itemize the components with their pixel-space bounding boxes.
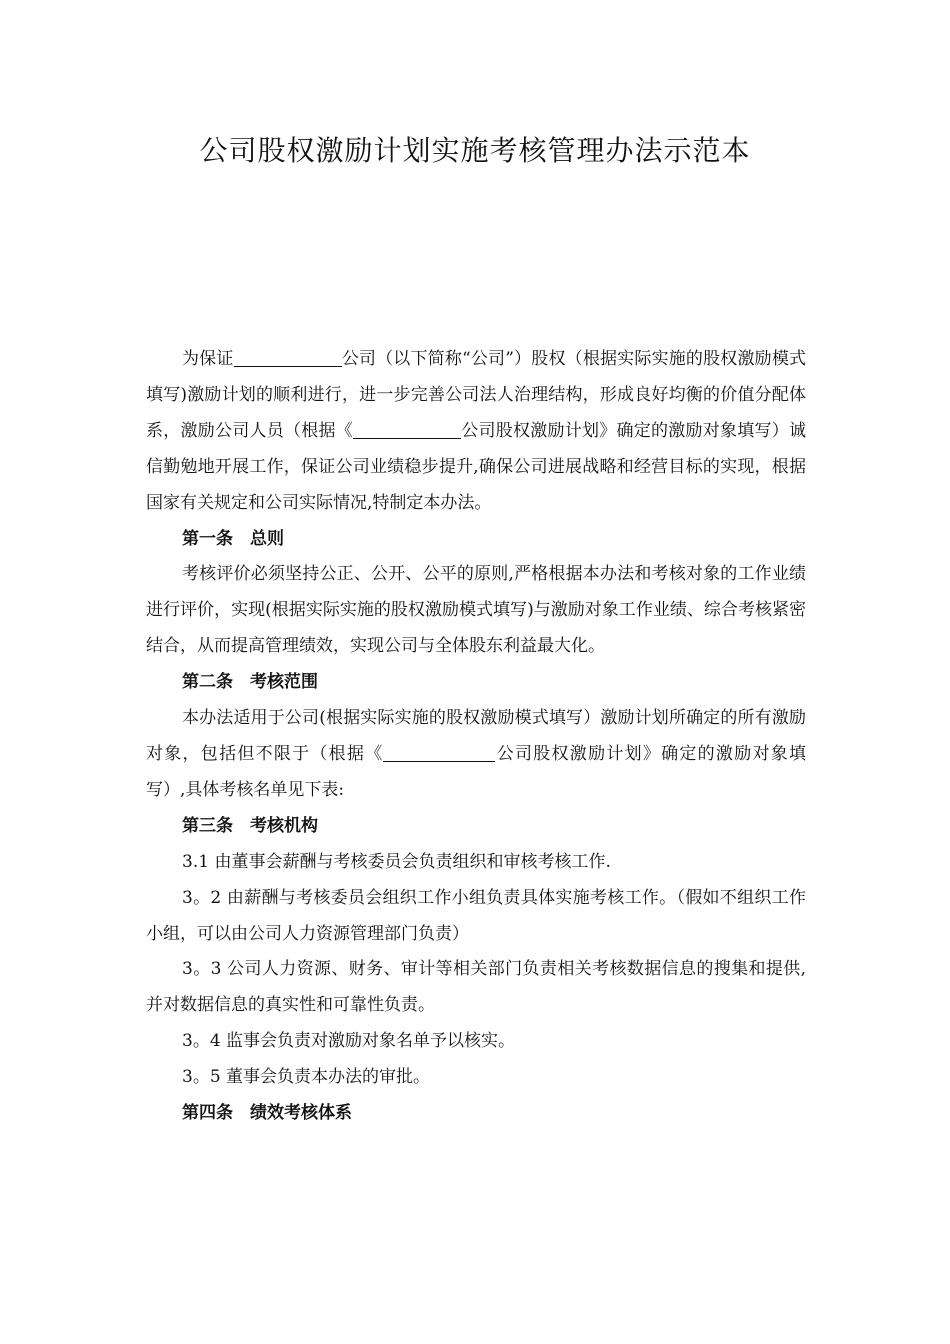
article1-heading: 第一条 总则 [182, 528, 284, 549]
article3-item-2: 3。2 由薪酬与考核委员会组织工作小组负责具体实施考核工作。（假如不组织工作小组，可以由公司人力资源管理部门负责） [146, 887, 806, 944]
article2-heading: 第二条 考核范围 [182, 672, 318, 693]
article1-text: 考核评价必须坚持公正、公开、公平的原则,严格根据本办法和考核对象的工作业绩进行评价，实现(根据实际实施的股权激励模式填写)与激励对象工作业绩、综合考核紧密结合，从而提高管理绩效，实现公司与全体股东利益最大化。 [146, 564, 806, 657]
intro-paragraph: 为保证 公司（以下简称“公司”）股权（根据实际实施的股权激励模式填写)激励计划的顺利进行，进一步完善公司法人治理结构，形成良好均衡的价值分配体系，激励公司人员（根据《 公司股权激励计划》确定的激励对象填写）诚信勤勉地开展工作，保证公司业绩稳步提升,确保公司进展战略和经营目标的实现，根据国家有关规定和公司实际情况,特制定本办法。 [146, 342, 806, 522]
article4-heading: 第四条 绩效考核体系 [182, 1103, 352, 1124]
plan-name-blank-2[interactable] [383, 741, 495, 762]
company-name-blank[interactable] [234, 346, 342, 367]
article3-item-4: 3。4 监事会负责对激励对象名单予以核实。 [182, 1031, 516, 1052]
plan-name-blank[interactable] [353, 418, 461, 439]
article3-item-1: 3.1 由董事会薪酬与考核委员会负责组织和审核考核工作. [182, 851, 611, 872]
document-body [146, 342, 806, 1132]
article3-item-3: 3。3 公司人力资源、财务、审计等相关部门负责相关考核数据信息的搜集和提供,并对数据信息的真实性和可靠性负责。 [146, 959, 806, 1016]
article3-heading: 第三条 考核机构 [182, 815, 318, 836]
document-title: 公司股权激励计划实施考核管理办法示范本 [199, 134, 751, 167]
article2-text: 本办法适用于公司(根据实际实施的股权激励模式填写）激励计划所确定的所有激励对象，包括但不限于（根据《 公司股权激励计划》确定的激励对象填写）,具体考核名单见下表: [146, 708, 807, 800]
article3-item-5: 3。5 董事会负责本办法的审批。 [182, 1067, 431, 1088]
